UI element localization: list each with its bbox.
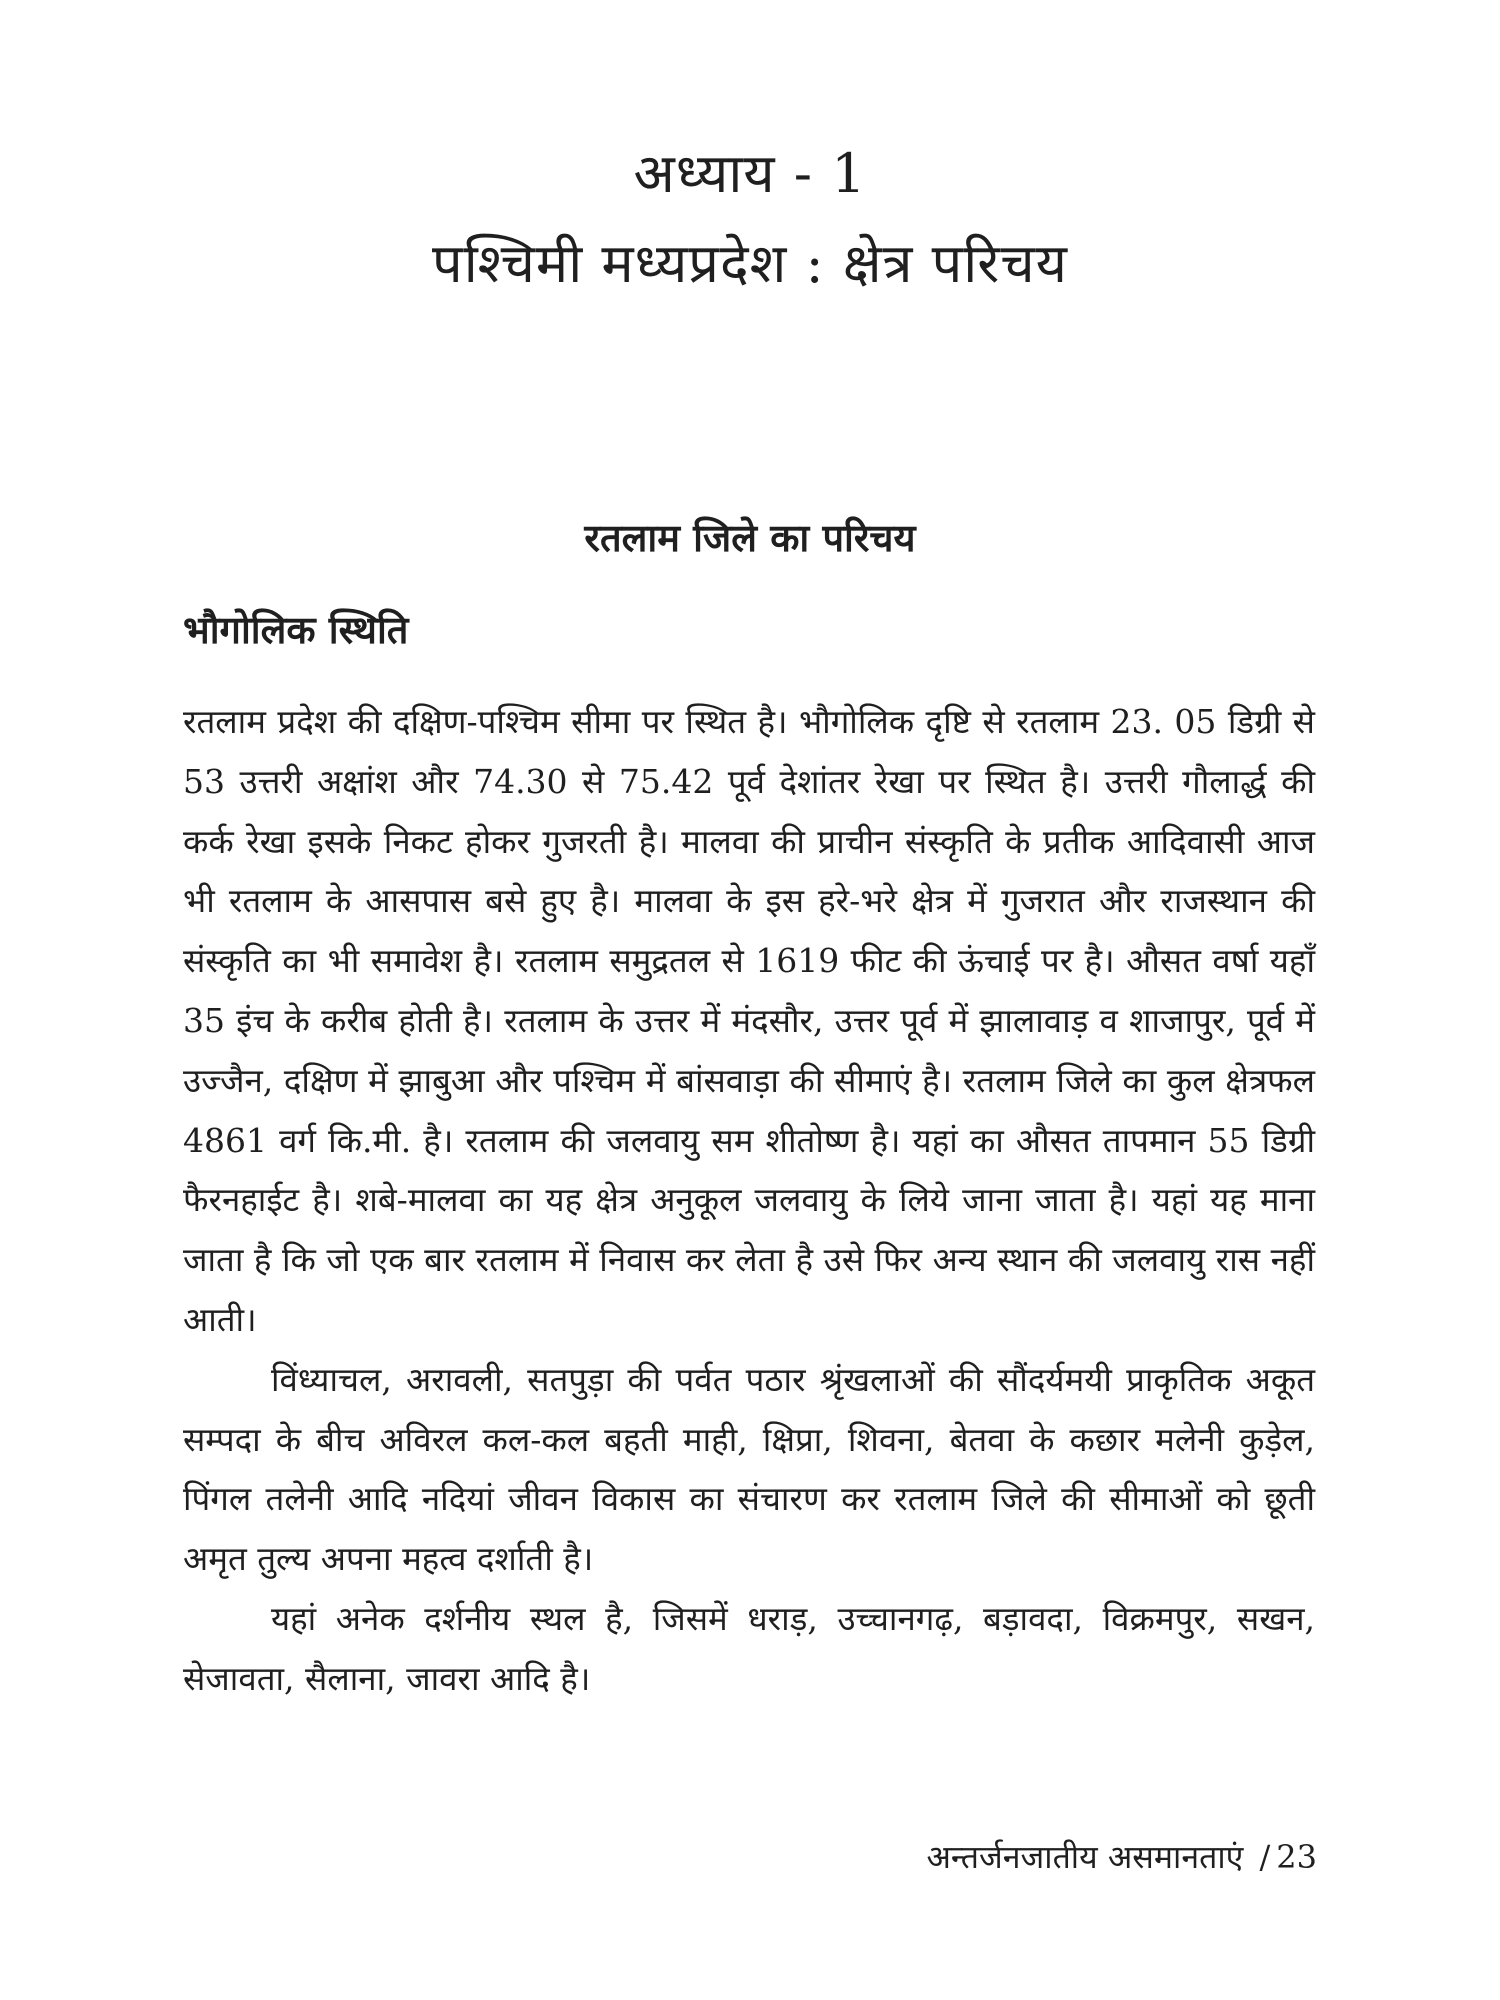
footer-separator: / bbox=[1259, 1838, 1271, 1876]
page-number: 23 bbox=[1276, 1838, 1317, 1876]
section-title: रतलाम जिले का परिचय bbox=[584, 515, 916, 560]
paragraph-1: रतलाम प्रदेश की दक्षिण-पश्चिम सीमा पर स्थित है। भौगोलिक दृष्टि से रतलाम 23. 05 डिग्री से 53 उत्तरी अक्षांश और 74.30 से 75.42 पूर्व देशांतर रेखा पर स्थित है। उत्तरी गौलार्द्ध की कर्क रेखा इसके निकट होकर गुजरती है। मालवा की प्राचीन संस्कृति के प्रतीक आदिवासी आज भी रतलाम के आसपास बसे हुए है। मालवा के इस हरे-भरे क्षेत्र में गुजरात और राजस्थान की संस्कृति का भी समावेश है। रतलाम समुद्रतल से 1619 फीट की ऊंचाई पर है। औसत वर्षा यहाँ 35 इंच के करीब होती है। रतलाम के उत्तर में मंदसौर, उत्तर पूर्व में झालावाड़ व शाजापुर, पूर्व में उज्जैन, दक्षिण में झाबुआ और पश्चिम में बांसवाड़ा की सीमाएं है। रतलाम जिले का कुल क्षेत्रफल 4861 वर्ग कि.मी. है। रतलाम की जलवायु सम शीतोष्ण है। यहां का औसत तापमान 55 डिग्री फैरनहाईट है। शबे-मालवा का यह क्षेत्र अनुकूल जलवायु के लिये जाना जाता है। यहां यह माना जाता है कि जो एक बार रतलाम में निवास कर लेता है उसे फिर अन्य स्थान की जलवायु रास नहीं आती। bbox=[183, 702, 1315, 1339]
footer-book-title: अन्तर्जनजातीय असमानताएं bbox=[926, 1838, 1244, 1876]
subsection-title: भौगोलिक स्थिति bbox=[183, 607, 409, 652]
chapter-title: पश्चिमी मध्यप्रदेश : क्षेत्र परिचय bbox=[432, 232, 1068, 295]
paragraph-3: यहां अनेक दर्शनीय स्थल है, जिसमें धराड़, उच्चानगढ़, बड़ावदा, विक्रमपुर, सखन, सेजावता, सैलाना, जावरा आदि है। bbox=[183, 1598, 1315, 1698]
paragraph-2: विंध्याचल, अरावली, सतपुड़ा की पर्वत पठार श्रृंखलाओं की सौंदर्यमयी प्राकृतिक अकूत सम्पदा के बीच अविरल कल-कल बहती माही, क्षिप्रा, शिवना, बेतवा के कछार मलेनी कुड़ेल, पिंगल तलेनी आदि नदियां जीवन विकास का संचारण कर रतलाम जिले की सीमाओं को छूती अमृत तुल्य अपना महत्व दर्शाती है। bbox=[183, 1359, 1315, 1579]
page-footer bbox=[926, 1835, 1317, 1879]
body-text bbox=[183, 692, 1315, 1709]
chapter-number: अध्याय - 1 bbox=[633, 142, 867, 205]
